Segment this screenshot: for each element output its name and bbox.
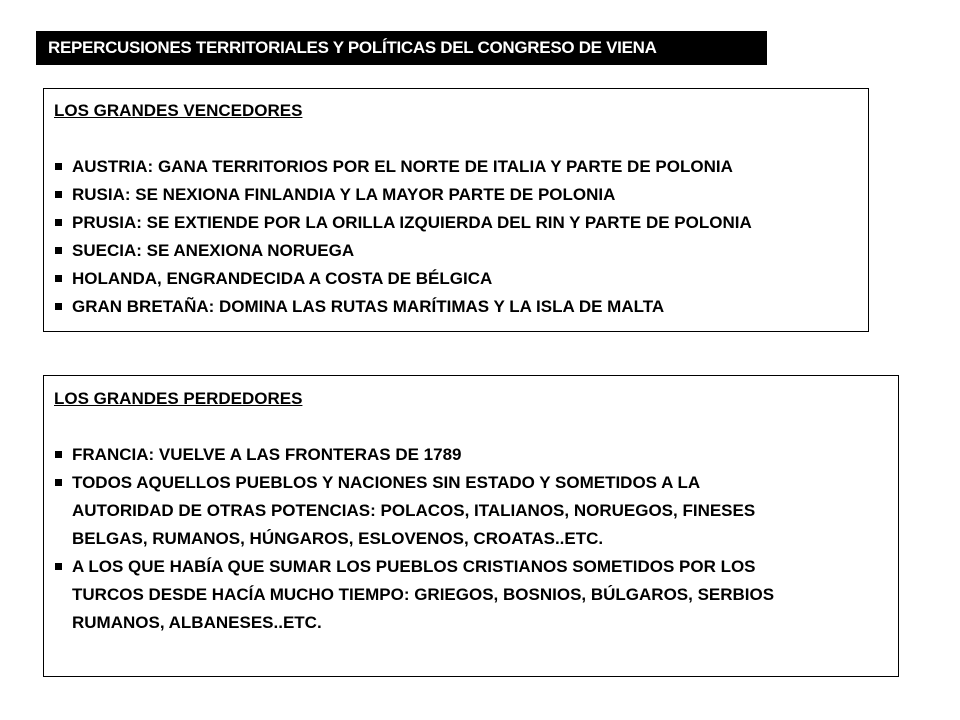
list-item-line: FRANCIA: VUELVE A LAS FRONTERAS DE 1789 (72, 445, 462, 464)
square-bullet-icon (55, 247, 62, 254)
winners-list (54, 153, 858, 321)
square-bullet-icon (55, 563, 62, 570)
losers-box (43, 375, 899, 677)
square-bullet-icon (55, 191, 62, 198)
square-bullet-icon (55, 479, 62, 486)
list-item (54, 265, 858, 293)
list-item-text: HOLANDA, ENGRANDECIDA A COSTA DE BÉLGICA (72, 269, 493, 288)
list-item (54, 181, 858, 209)
list-item-text: GRAN BRETAÑA: DOMINA LAS RUTAS MARÍTIMAS Y LA ISLA DE MALTA (72, 297, 665, 316)
list-item-text: SUECIA: SE ANEXIONA NORUEGA (72, 241, 355, 260)
losers-heading: LOS GRANDES PERDEDORES (54, 389, 303, 408)
page-title: REPERCUSIONES TERRITORIALES Y POLÍTICAS DEL CONGRESO DE VIENA (36, 31, 767, 65)
square-bullet-icon (55, 451, 62, 458)
square-bullet-icon (55, 219, 62, 226)
list-item-line: RUMANOS, ALBANESES..ETC. (72, 613, 322, 632)
winners-heading: LOS GRANDES VENCEDORES (54, 101, 303, 120)
list-item (54, 553, 888, 637)
list-item-line: TURCOS DESDE HACÍA MUCHO TIEMPO: GRIEGOS, BOSNIOS, BÚLGAROS, SERBIOS (72, 585, 775, 604)
list-item-line: BELGAS, RUMANOS, HÚNGAROS, ESLOVENOS, CROATAS..ETC. (72, 529, 604, 548)
list-item (54, 441, 888, 469)
list-item (54, 293, 858, 321)
list-item-text: RUSIA: SE NEXIONA FINLANDIA Y LA MAYOR PARTE DE POLONIA (72, 185, 616, 204)
square-bullet-icon (55, 275, 62, 282)
list-item (54, 469, 888, 553)
list-item (54, 237, 858, 265)
list-item-line: A LOS QUE HABÍA QUE SUMAR LOS PUEBLOS CRISTIANOS SOMETIDOS POR LOS (72, 557, 756, 576)
list-item-text: PRUSIA: SE EXTIENDE POR LA ORILLA IZQUIERDA DEL RIN Y PARTE DE POLONIA (72, 213, 752, 232)
list-item-line: AUTORIDAD DE OTRAS POTENCIAS: POLACOS, ITALIANOS, NORUEGOS, FINESES (72, 501, 756, 520)
square-bullet-icon (55, 303, 62, 310)
list-item (54, 209, 858, 237)
list-item (54, 153, 858, 181)
losers-list (54, 441, 888, 637)
winners-box (43, 88, 869, 332)
square-bullet-icon (55, 163, 62, 170)
list-item-line: TODOS AQUELLOS PUEBLOS Y NACIONES SIN ESTADO Y SOMETIDOS A LA (72, 473, 701, 492)
list-item-text: AUSTRIA: GANA TERRITORIOS POR EL NORTE DE ITALIA Y PARTE DE POLONIA (72, 157, 733, 176)
